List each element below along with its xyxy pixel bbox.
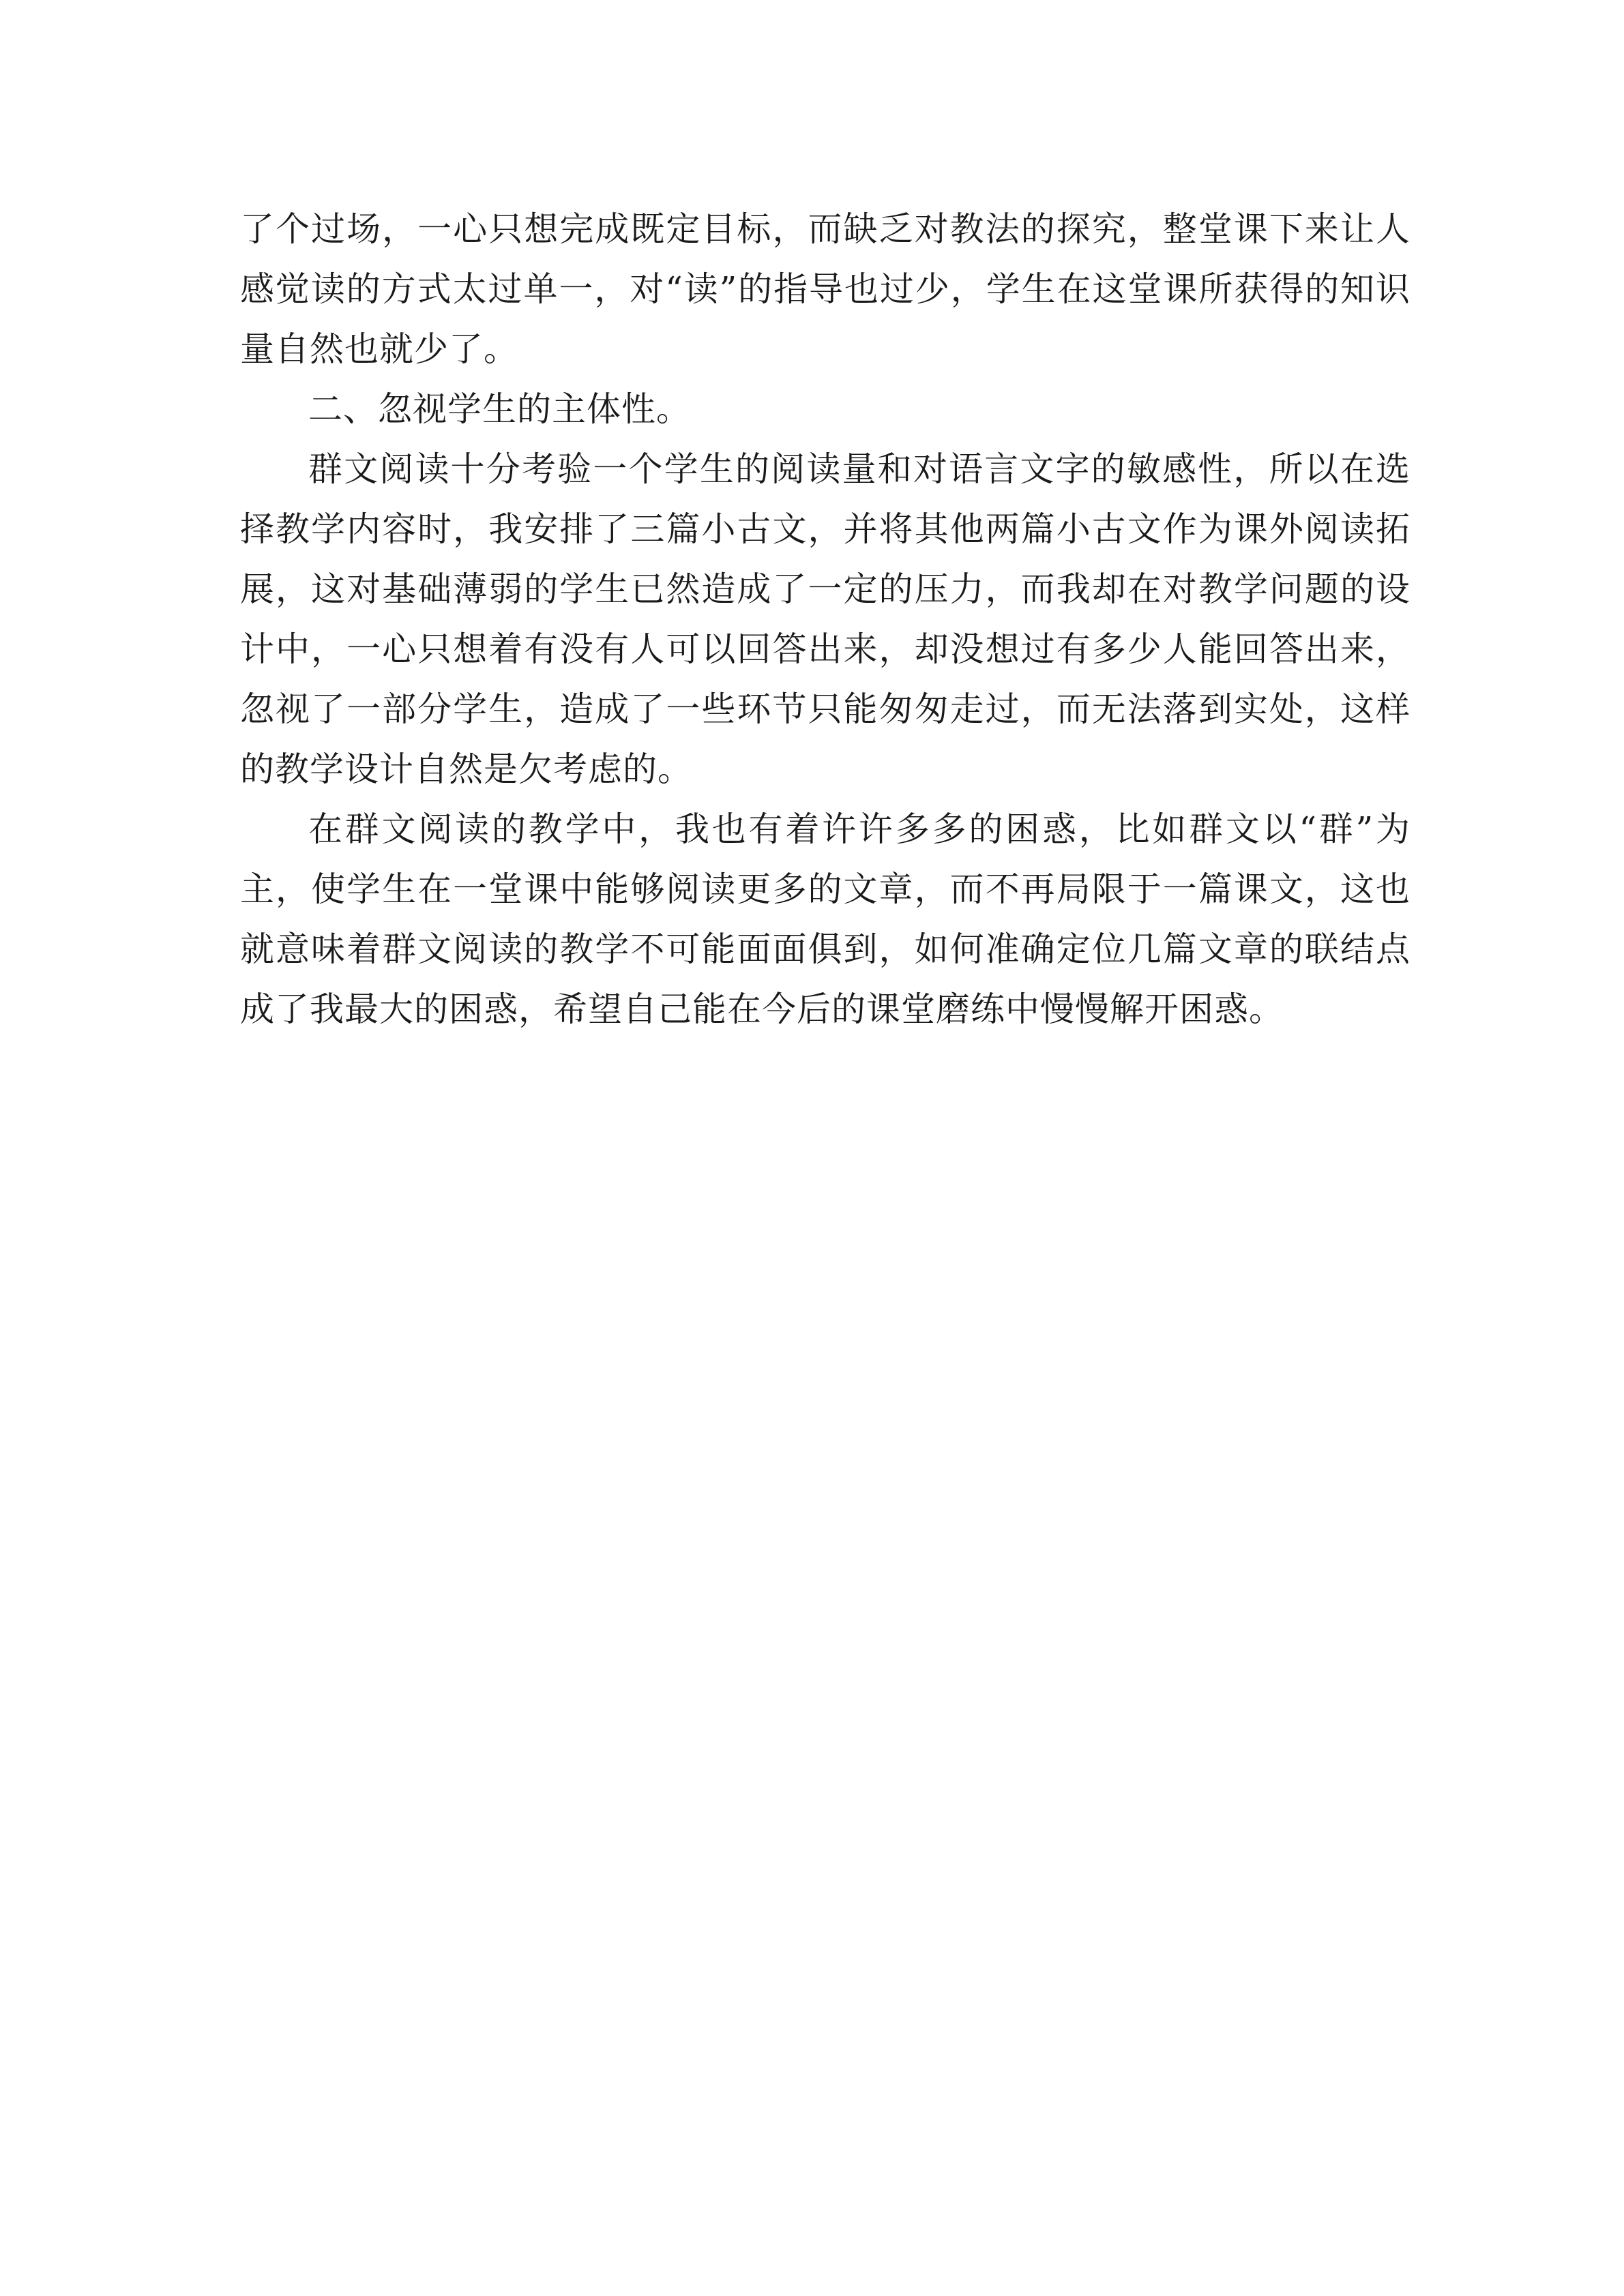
- paragraph-confusion: 在群文阅读的教学中，我也有着许许多多的困惑，比如群文以“群”为主，使学生在一堂课中能够阅读更多的文章，而不再局限于一篇课文，这也就意味着群文阅读的教学不可能面面俱到，如何准确定位几篇文章的联结点成了我最大的困惑，希望自己能在今后的课堂磨练中慢慢解开困惑。: [240, 809, 1411, 1029]
- section-heading: 二、忽视学生的主体性。: [308, 389, 691, 429]
- paragraph-student-subjectivity: 群文阅读十分考验一个学生的阅读量和对语言文字的敏感性，所以在选择教学内容时，我安排了三篇小古文，并将其他两篇小古文作为课外阅读拓展，这对基础薄弱的学生已然造成了一定的压力，而我却在对教学问题的设计中，一心只想着有没有人可以回答出来，却没想过有多少人能回答出来，忽视了一部分学生，造成了一些环节只能匆匆走过，而无法落到实处，这样的教学设计自然是欠考虑的。: [240, 449, 1411, 789]
- paragraph-continuation: 了个过场，一心只想完成既定目标，而缺乏对教法的探究，整堂课下来让人感觉读的方式太过单一，对“读”的指导也过少，学生在这堂课所获得的知识量自然也就少了。: [240, 209, 1411, 369]
- document-body: [240, 199, 1411, 1039]
